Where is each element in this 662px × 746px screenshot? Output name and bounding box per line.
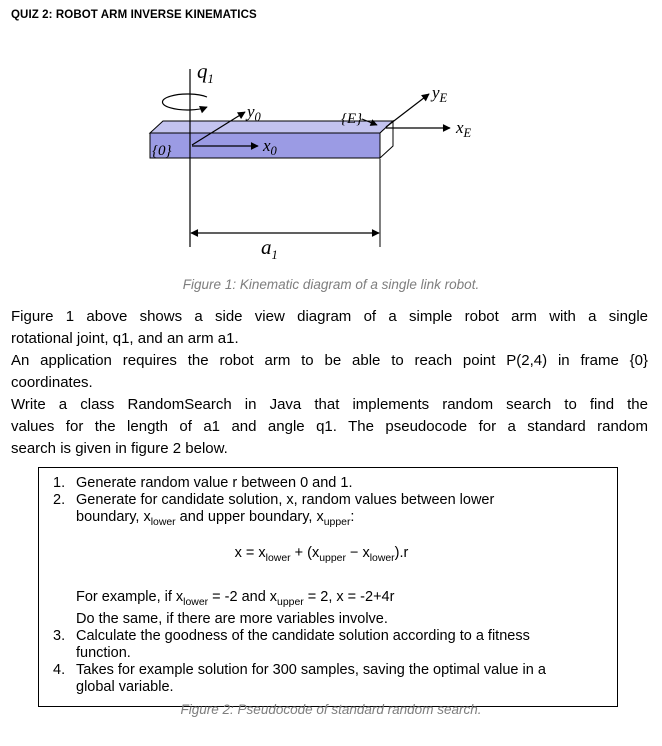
- text-line: Figure 1 above shows a side view diagram of a simple robot arm with a single: [11, 308, 648, 325]
- list-number: 4.: [53, 661, 66, 678]
- paragraph-3: [11, 394, 648, 460]
- question-text: [11, 306, 648, 460]
- pseudocode-item-3: [53, 628, 607, 662]
- label-q1: $q_1$: [197, 59, 214, 86]
- pseudocode-line: Generate random value r between 0 and 1.: [76, 475, 353, 491]
- pseudocode-item-2: [53, 492, 607, 628]
- text-line: An application requires the robot arm to be able to reach point P(2,4) in frame {0}: [11, 352, 648, 369]
- rotation-arrow-icon: [162, 94, 207, 110]
- pseudocode-line: boundary, $x_{lower}$ and upper boundary, $x_{upper}$:: [76, 509, 355, 528]
- label-y0: $y_0$: [247, 102, 261, 124]
- pseudocode-line: Calculate the goodness of the candidate solution according to a fitness: [76, 627, 530, 644]
- yE-axis-arrow: [386, 94, 429, 127]
- label-x0: $x_0$: [263, 136, 277, 158]
- figure1-diagram: [0, 55, 662, 263]
- label-yE: $y_E$: [432, 83, 448, 105]
- pseudocode-item-1: [53, 475, 607, 492]
- list-number: 3.: [53, 627, 66, 644]
- text-line: coordinates.: [11, 374, 93, 391]
- text-line: rotational joint, q1, and an arm a1.: [11, 330, 239, 347]
- text-line: Write a class RandomSearch in Java that implements random search to find the: [11, 396, 648, 413]
- label-a1: $a_1$: [261, 235, 278, 262]
- pseudocode-note: For example, if $x_{lower} = -2$ and $x_{upper} = 2$, x = -2+4r: [76, 588, 395, 608]
- paragraph-1: [11, 306, 648, 350]
- random-search-formula: $x = x_{lower} + (x_{upper} - x_{lower}).r$: [234, 544, 409, 564]
- label-frameE: {E}: [341, 111, 363, 127]
- pseudocode-line: Generate for candidate solution, x, random values between lower: [76, 492, 495, 508]
- list-number: 2.: [53, 492, 66, 508]
- text-line: search is given in figure 2 below.: [11, 440, 228, 457]
- text-line: values for the length of a1 and angle q1. The pseudocode for a standard random: [11, 418, 648, 435]
- label-frame0: {0}: [152, 143, 172, 159]
- pseudocode-line: Takes for example solution for 300 samples, saving the optimal value in a: [76, 661, 546, 678]
- pseudocode-line: global variable.: [76, 678, 174, 695]
- figure2-caption: Figure 2: Pseudocode of standard random search.: [180, 702, 482, 717]
- label-xE: $x_E$: [456, 118, 472, 140]
- pseudocode-item-4: [53, 662, 607, 696]
- pseudocode-note: Do the same, if there are more variables involve.: [76, 610, 388, 627]
- pseudocode-box: [38, 467, 618, 707]
- list-number: 1.: [53, 475, 66, 491]
- figure1-caption: Figure 1: Kinematic diagram of a single link robot.: [182, 277, 480, 292]
- pseudocode-line: function.: [76, 644, 131, 661]
- paragraph-2: [11, 350, 648, 394]
- page-title: QUIZ 2: ROBOT ARM INVERSE KINEMATICS: [11, 9, 257, 21]
